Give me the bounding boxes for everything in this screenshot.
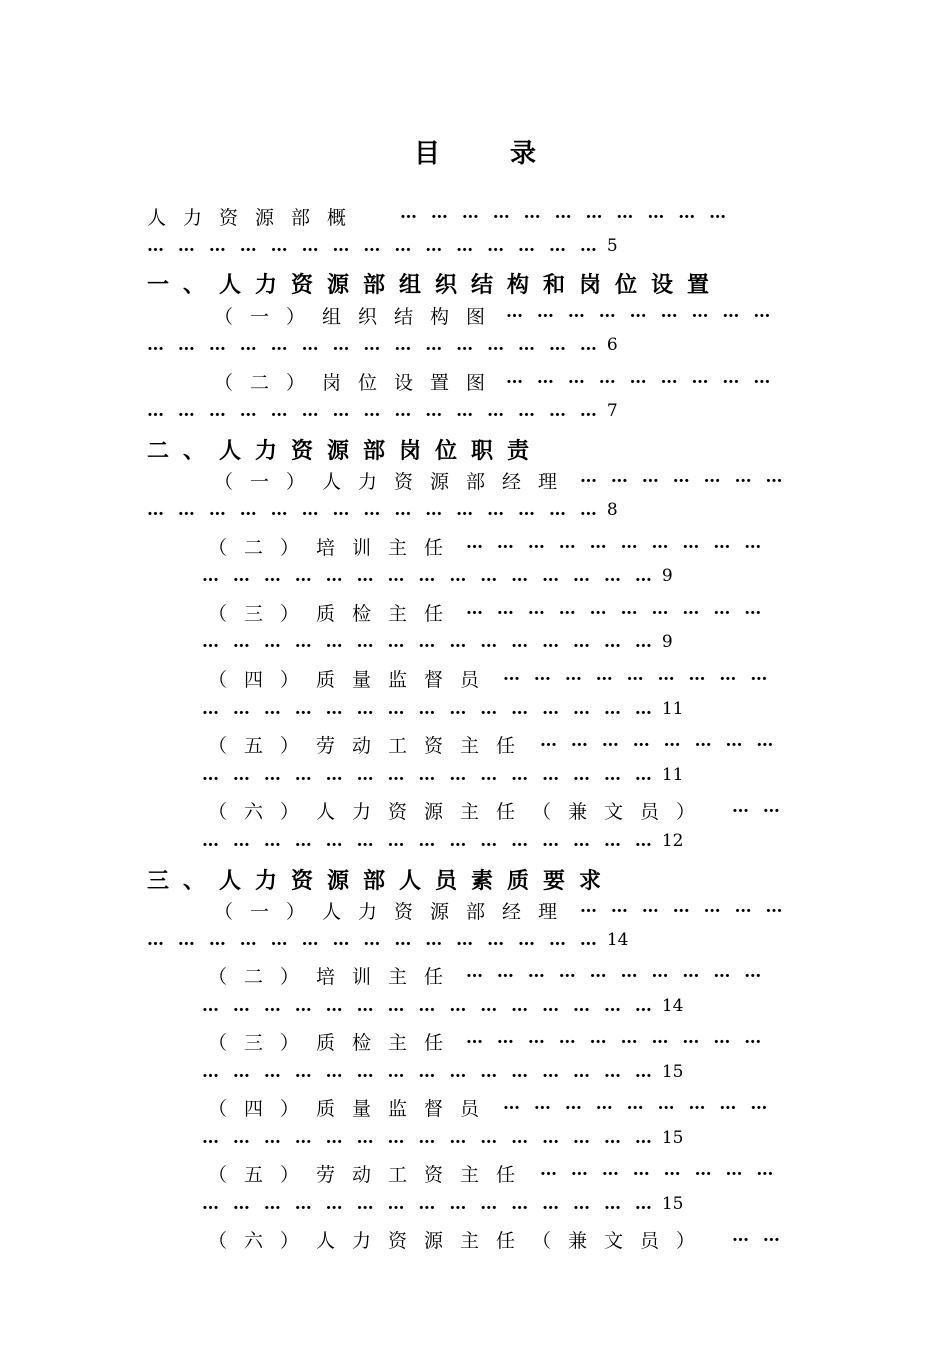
- toc-leader: … … … … … … … … … …: [466, 533, 766, 553]
- toc-entry-prefix: （四）: [208, 1098, 317, 1120]
- toc-entry-page-line: [147, 500, 618, 528]
- page-number: 15: [661, 1062, 684, 1082]
- toc-leader: … … … … … … … …: [540, 731, 778, 751]
- page-number: 9: [661, 566, 673, 586]
- page-number: 14: [661, 996, 684, 1016]
- page-number: 5: [606, 236, 618, 256]
- toc-leader: … … … … … … … … …: [506, 368, 775, 388]
- toc-leader: … … … … … … … … … … … … … … …: [202, 831, 656, 851]
- toc-entry[interactable]: [214, 467, 787, 495]
- toc-leader: … … … … … … … … … … … … … … …: [202, 1128, 656, 1148]
- toc-entry-label: 人力资源部概: [147, 207, 364, 229]
- toc-entry-page-line: [202, 996, 684, 1024]
- toc-entry-label: 培训主任: [316, 966, 461, 988]
- toc-leader: … … … … … … … … … … … … … … …: [147, 930, 601, 950]
- toc-entry-label: 人力资源主任（兼文员）: [316, 1230, 713, 1252]
- section-heading-3: 三、人力资源部人员素质要求: [147, 868, 616, 894]
- toc-entry[interactable]: [214, 368, 787, 396]
- toc-entry-label: 岗位设置图: [322, 372, 503, 394]
- toc-entry-prefix: （六）: [208, 801, 317, 823]
- toc-entry-page-line: [147, 236, 618, 264]
- toc-entry-label: 劳动工资主任: [316, 735, 533, 757]
- toc-entry-prefix: （二）: [208, 537, 317, 559]
- toc-entry[interactable]: [208, 731, 787, 759]
- toc-leader: … … … … … … … … … … … … … … …: [147, 500, 601, 520]
- toc-entry[interactable]: [208, 1028, 787, 1056]
- toc-entry-prefix: （二）: [214, 372, 323, 394]
- toc-leader: … … … … … … …: [580, 897, 787, 917]
- toc-leader: … … … … … … … … … … … … … … …: [202, 1062, 656, 1082]
- toc-entry-page-line: [202, 699, 684, 727]
- page-number: 14: [606, 930, 629, 950]
- toc-entry-prefix: （一）: [214, 471, 323, 493]
- toc-leader: … … … … … … … … … … … … … … …: [202, 699, 656, 719]
- toc-entry[interactable]: [208, 797, 787, 825]
- toc-leader: … … … … … … … … …: [503, 665, 772, 685]
- toc-entry-page-line: [202, 1062, 684, 1090]
- toc-leader: … … … … … … … … … … … … … … …: [202, 1194, 656, 1214]
- toc-entry-label: 质量监督员: [316, 669, 497, 691]
- toc-leader: … …: [732, 1226, 784, 1246]
- section-heading-1: 一、人力资源部组织结构和岗位设置: [147, 272, 724, 298]
- toc-entry-page-line: [202, 1128, 684, 1156]
- toc-entry-page-line: [202, 566, 673, 594]
- toc-entry-page-line: [147, 401, 618, 429]
- toc-entry-page-line: [202, 632, 673, 660]
- toc-title-left: 目: [413, 139, 440, 169]
- toc-leader: … … … … … … … … …: [506, 302, 775, 322]
- toc-entry-label: 人力资源部经理: [322, 471, 575, 493]
- toc-entry-label: 劳动工资主任: [316, 1164, 533, 1186]
- page-number: 11: [661, 699, 684, 719]
- toc-entry-label: 组织结构图: [322, 306, 503, 328]
- toc-entry-page-line: [147, 930, 629, 958]
- toc-title: [0, 133, 950, 170]
- toc-leader: … … … … … … … … … …: [466, 599, 766, 619]
- toc-entry-label: 培训主任: [316, 537, 461, 559]
- toc-entry-prefix: （一）: [214, 901, 323, 923]
- toc-entry-prefix: （五）: [208, 1164, 317, 1186]
- page-number: 11: [661, 765, 684, 785]
- page-number: 15: [661, 1194, 684, 1214]
- toc-entry[interactable]: [214, 302, 787, 330]
- toc-entry[interactable]: [208, 599, 787, 627]
- toc-leader: … … … … … … … … … … … … … … …: [147, 335, 601, 355]
- toc-entry-prefix: （四）: [208, 669, 317, 691]
- toc-entry[interactable]: [208, 1094, 787, 1122]
- toc-leader: … …: [732, 797, 784, 817]
- toc-entry[interactable]: [208, 665, 787, 693]
- toc-entry-page-line: [202, 765, 684, 793]
- toc-leader: … … … … … … … … … … … … … … …: [147, 236, 601, 256]
- toc-entry-prefix: （五）: [208, 735, 317, 757]
- toc-entry-page-line: [202, 1194, 684, 1222]
- toc-entry[interactable]: [208, 962, 787, 990]
- section-heading-2: 二、人力资源部岗位职责: [147, 438, 544, 464]
- toc-leader: … … … … … … … … … …: [466, 1028, 766, 1048]
- toc-leader: … … … … … … … …: [540, 1160, 778, 1180]
- toc-entry-label: 人力资源主任（兼文员）: [316, 801, 713, 823]
- toc-entry-prefix: （三）: [208, 603, 317, 625]
- toc-leader: … … … … … … … … … … … … … … …: [202, 765, 656, 785]
- toc-entry-page-line: [147, 335, 618, 363]
- toc-entry-label: 质检主任: [316, 1032, 461, 1054]
- toc-entry-label: 质检主任: [316, 603, 461, 625]
- page-number: 6: [606, 335, 618, 355]
- toc-leader: … … … … … … … … … … … … … … …: [202, 566, 656, 586]
- toc-entry-page-line: [202, 831, 684, 859]
- toc-entry-prefix: （二）: [208, 966, 317, 988]
- toc-entry-label: 质量监督员: [316, 1098, 497, 1120]
- page-number: 15: [661, 1128, 684, 1148]
- toc-leader: … … … … … … … … … … …: [400, 203, 731, 223]
- page-number: 8: [606, 500, 618, 520]
- toc-title-right: 录: [510, 139, 537, 169]
- toc-leader: … … … … … … … … … … … … … … …: [202, 996, 656, 1016]
- toc-entry-prefix: （六）: [208, 1230, 317, 1252]
- toc-leader: … … … … … … … … … …: [466, 962, 766, 982]
- toc-leader: … … … … … … …: [580, 467, 787, 487]
- toc-entry-label: 人力资源部经理: [322, 901, 575, 923]
- page-number: 7: [606, 401, 618, 421]
- toc-leader: … … … … … … … … … … … … … … …: [147, 401, 601, 421]
- toc-leader: … … … … … … … … …: [503, 1094, 772, 1114]
- toc-entry-prefix: （一）: [214, 306, 323, 328]
- toc-entry[interactable]: [208, 1160, 787, 1188]
- toc-entry[interactable]: [208, 1226, 787, 1254]
- toc-entry[interactable]: [208, 533, 787, 561]
- page-number: 9: [661, 632, 673, 652]
- toc-entry-prefix: （三）: [208, 1032, 317, 1054]
- toc-entry[interactable]: [214, 897, 787, 925]
- toc-leader: … … … … … … … … … … … … … … …: [202, 632, 656, 652]
- toc-entry[interactable]: [147, 203, 787, 231]
- page-number: 12: [661, 831, 684, 851]
